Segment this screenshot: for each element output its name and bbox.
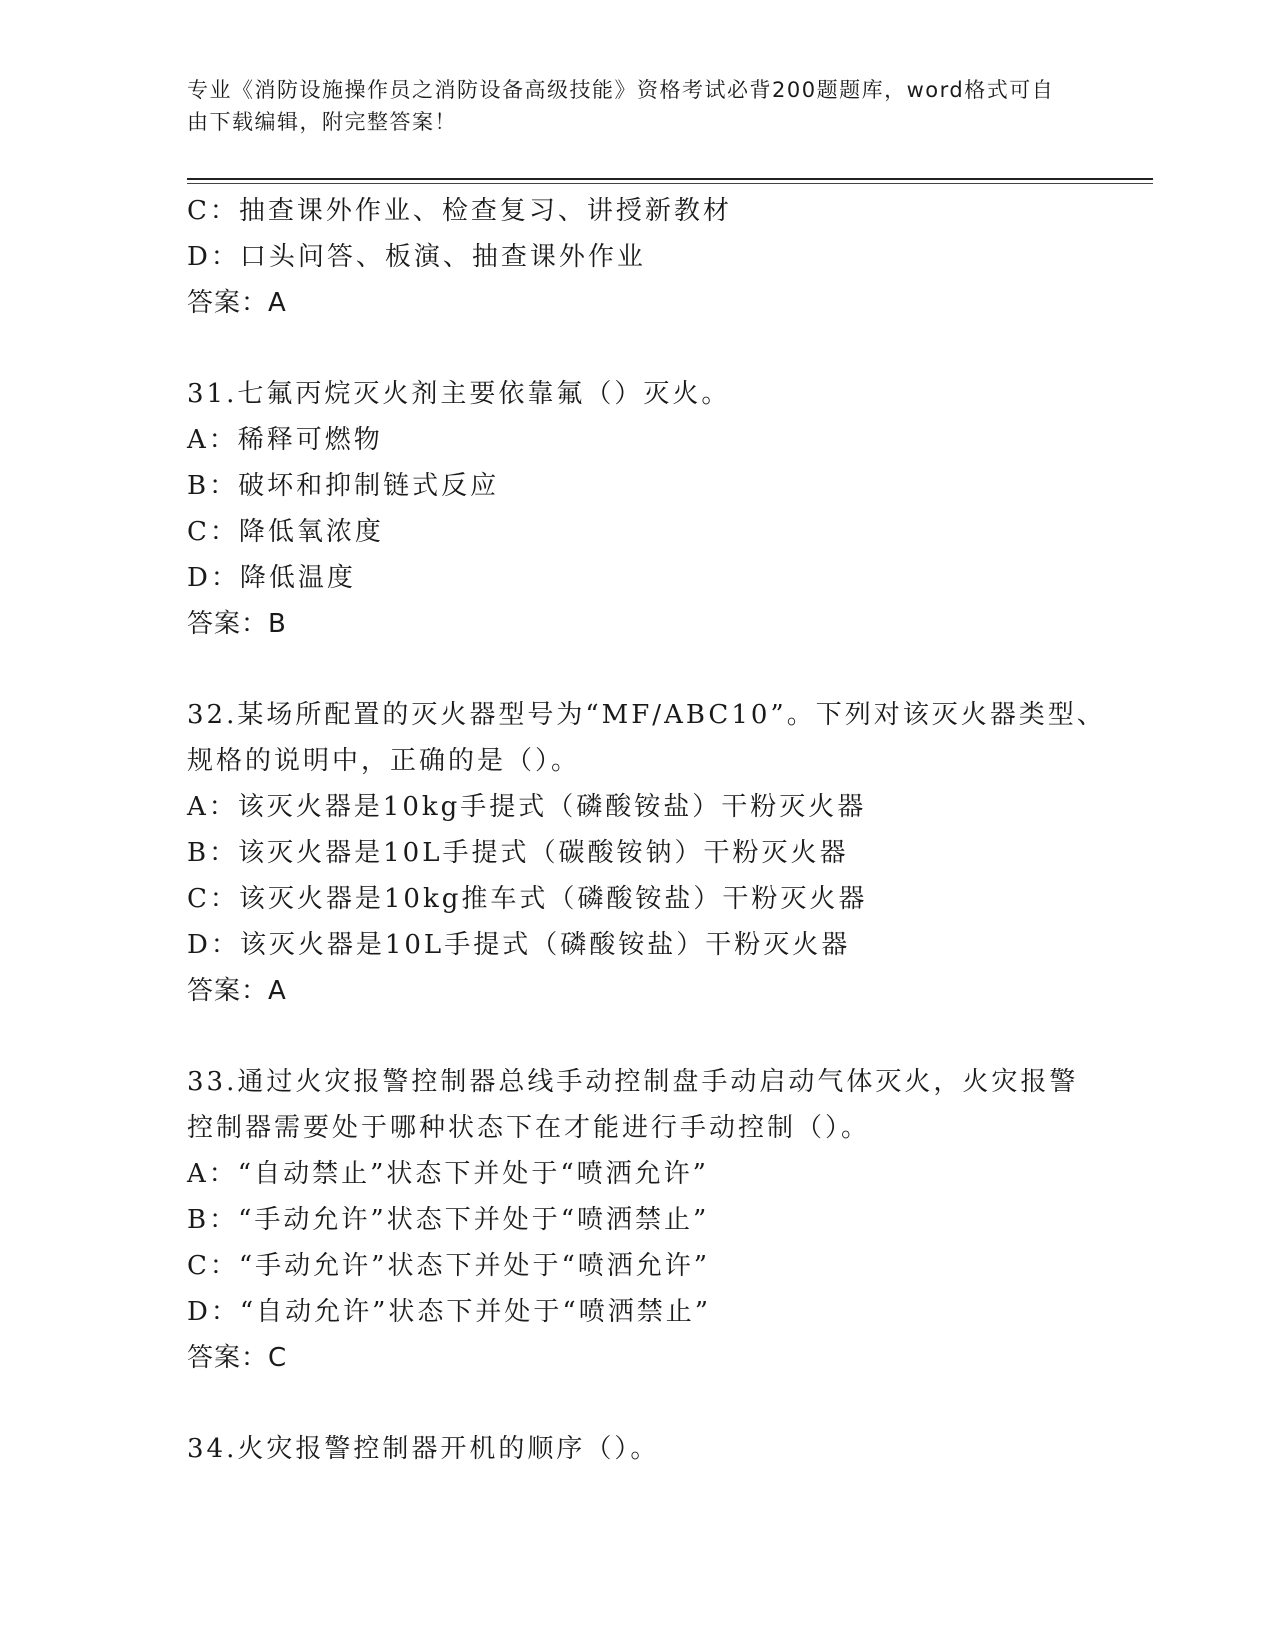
option-b: B：“手动允许”状态下并处于“喷洒禁止” bbox=[187, 1205, 710, 1235]
question-text-line-2: 规格的说明中，正确的是（）。 bbox=[187, 746, 581, 776]
question-text-line-2: 控制器需要处于哪种状态下在才能进行手动控制（）。 bbox=[187, 1113, 871, 1143]
option-d: D：口头问答、板演、抽查课外作业 bbox=[187, 242, 646, 272]
header-divider-thin bbox=[187, 183, 1153, 184]
spacer bbox=[187, 1381, 1087, 1426]
question-text-line-1: 32.某场所配置的灭火器型号为“MF/ABC10”。下列对该灭火器类型、 bbox=[187, 700, 1106, 730]
option-b: B：破坏和抑制链式反应 bbox=[187, 471, 500, 501]
question-block-32 bbox=[187, 692, 1106, 1014]
answer-line: 答案：A bbox=[187, 976, 287, 1006]
document-header: 专业《消防设施操作员之消防设备高级技能》资格考试必背200题题库，word格式可自由下载编辑，附完整答案！ bbox=[187, 78, 1055, 134]
option-a: A：稀释可燃物 bbox=[187, 425, 383, 455]
answer-line: 答案：A bbox=[187, 288, 287, 318]
option-a: A：该灭火器是10kg手提式（磷酸铵盐）干粉灭火器 bbox=[187, 792, 867, 822]
option-d: D：该灭火器是10L手提式（磷酸铵盐）干粉灭火器 bbox=[187, 930, 851, 960]
option-c: C：该灭火器是10kg推车式（磷酸铵盐）干粉灭火器 bbox=[187, 884, 868, 914]
option-c: C：“手动允许”状态下并处于“喷洒允许” bbox=[187, 1251, 711, 1281]
answer-line: 答案：B bbox=[187, 609, 287, 639]
answer-line: 答案：C bbox=[187, 1343, 288, 1373]
option-a: A：“自动禁止”状态下并处于“喷洒允许” bbox=[187, 1159, 709, 1189]
option-c: C：降低氧浓度 bbox=[187, 517, 384, 547]
question-block-30-tail bbox=[187, 188, 1087, 326]
spacer bbox=[187, 647, 1087, 692]
option-c: C：抽查课外作业、检查复习、讲授新教材 bbox=[187, 196, 732, 226]
question-text: 34.火灾报警控制器开机的顺序（）。 bbox=[187, 1434, 660, 1464]
option-d: D：“自动允许”状态下并处于“喷洒禁止” bbox=[187, 1297, 712, 1327]
option-b: B：该灭火器是10L手提式（碳酸铵钠）干粉灭火器 bbox=[187, 838, 849, 868]
question-text-line-1: 33.通过火灾报警控制器总线手动控制盘手动启动气体灭火，火灾报警 bbox=[187, 1067, 1079, 1097]
question-text: 31.七氟丙烷灭火剂主要依靠氟（）灭火。 bbox=[187, 379, 731, 409]
spacer bbox=[187, 326, 1087, 371]
question-block-34 bbox=[187, 1426, 1087, 1472]
spacer bbox=[187, 1014, 1087, 1059]
header-divider-thick bbox=[187, 178, 1153, 180]
option-d: D：降低温度 bbox=[187, 563, 356, 593]
question-block-33 bbox=[187, 1059, 1087, 1381]
question-list bbox=[187, 188, 1106, 1472]
question-block-31 bbox=[187, 371, 1087, 647]
